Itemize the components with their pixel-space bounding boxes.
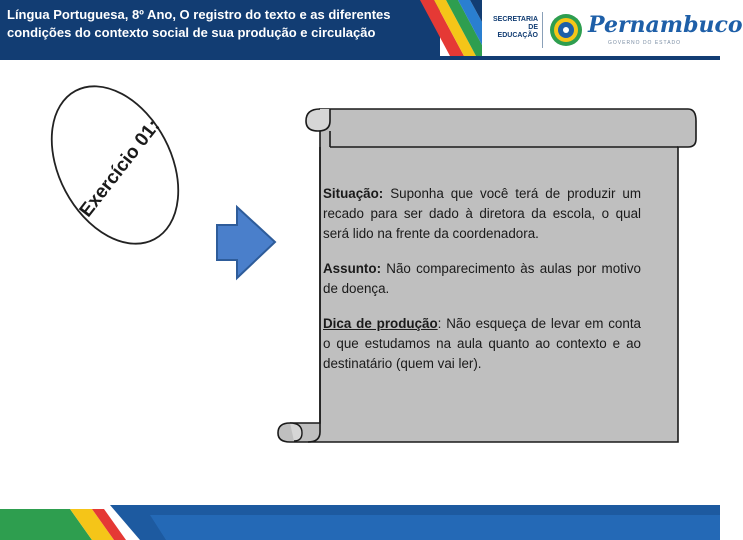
logo-divider	[542, 12, 543, 48]
dica-text: : Não esqueça de levar em conta o que estudamos na aula quanto ao contexto e ao destinatário (quem vai ler).	[323, 316, 641, 371]
dica-paragraph	[323, 314, 641, 374]
footer-band	[0, 505, 720, 540]
stripes-icon	[420, 0, 482, 56]
state-name: Pernambuco	[588, 12, 743, 38]
assunto-label: Assunto:	[323, 261, 382, 276]
assunto-text: Não comparecimento às aulas por motivo de doença.	[323, 261, 641, 296]
situacao-label: Situação:	[323, 186, 384, 201]
situacao-text: Suponha que você terá de produzir um recado para ser dado à diretora da escola, o qual será lido na frente da coordenadora.	[323, 186, 641, 241]
government-logo	[492, 8, 743, 52]
page-title	[7, 6, 427, 42]
scroll-content	[323, 184, 641, 389]
title-line-1: Língua Portuguesa, 8º Ano, O registro do texto e as diferentes	[7, 7, 391, 22]
exercise-badge	[50, 75, 180, 255]
assunto-paragraph	[323, 259, 641, 299]
exercise-label: Exercício 01:	[75, 115, 165, 222]
secretaria-label	[492, 16, 538, 40]
title-line-2: condições do contexto social de sua produção e circulação	[7, 25, 376, 40]
state-subtitle: GOVERNO DO ESTADO	[608, 40, 682, 46]
situacao-paragraph	[323, 184, 641, 244]
secretaria-line-2: DE EDUCAÇÃO	[497, 24, 538, 39]
dica-label: Dica de produção	[323, 316, 438, 331]
header-rule	[0, 56, 720, 60]
crest-icon	[548, 12, 584, 48]
secretaria-line-1: SECRETARIA	[493, 16, 538, 23]
header	[0, 0, 743, 62]
